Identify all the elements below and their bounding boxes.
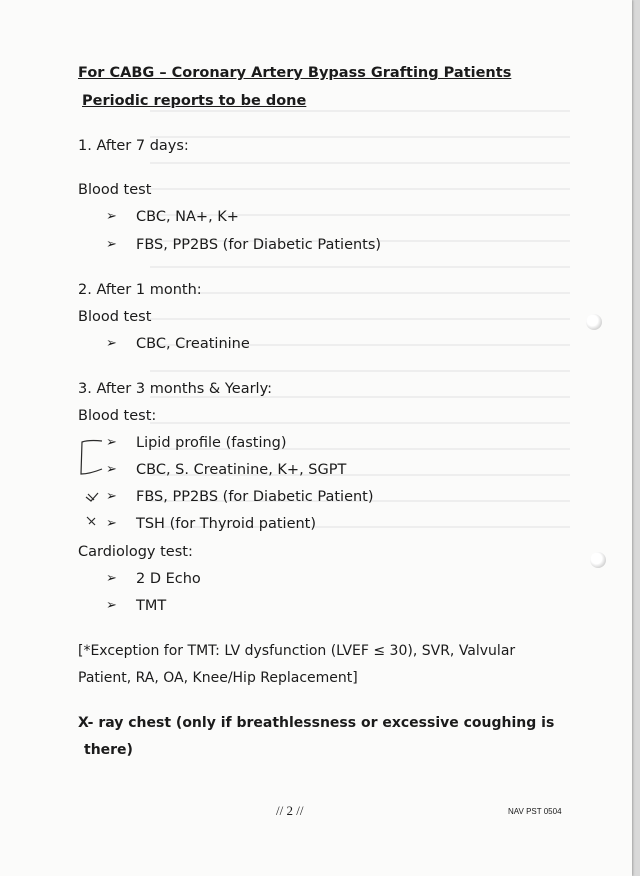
section-label: Blood test: [78,408,157,424]
arrow-bullet-icon: ➢ [106,598,117,613]
xray-note-line: there) [84,742,133,758]
arrow-bullet-icon: ➢ [106,462,117,477]
arrow-bullet-icon: ➢ [106,237,117,252]
section-heading: 1. After 7 days: [78,138,189,154]
list-item: FBS, PP2BS (for Diabetic Patients) [136,237,382,253]
handwritten-check-mark-icon [84,491,100,503]
exception-note-line: [*Exception for TMT: LV dysfunction (LVEF ≤ 30), SVR, Valvular [78,643,516,659]
list-item: TMT [136,598,167,614]
cardiology-label: Cardiology test: [78,544,193,560]
handwritten-bracket [76,436,106,480]
page-number: // 2 // [276,803,304,818]
list-item: FBS, PP2BS (for Diabetic Patient) [136,489,374,505]
document-subtitle: Periodic reports to be done [82,93,307,109]
arrow-bullet-icon: ➢ [106,336,117,351]
list-item: CBC, S. Creatinine, K+, SGPT [136,462,347,478]
exception-note-line: Patient, RA, OA, Knee/Hip Replacement] [78,670,358,686]
punch-hole [590,552,606,568]
arrow-bullet-icon: ➢ [106,571,117,586]
list-item: Lipid profile (fasting) [136,435,287,451]
arrow-bullet-icon: ➢ [106,435,117,450]
arrow-bullet-icon: ➢ [106,489,117,504]
section-label: Blood test [78,182,152,198]
arrow-bullet-icon: ➢ [106,209,117,224]
section-heading: 3. After 3 months & Yearly: [78,381,272,397]
arrow-bullet-icon: ➢ [106,516,117,531]
list-item: CBC, NA+, K+ [136,209,239,225]
list-item: 2 D Echo [136,571,201,587]
section-heading: 2. After 1 month: [78,282,202,298]
punch-hole [586,314,602,330]
handwritten-check-mark-icon [84,514,98,528]
section-label: Blood test [78,309,152,325]
list-item: TSH (for Thyroid patient) [136,516,317,532]
document-code: NAV PST 0504 [508,807,562,816]
xray-note-line: X- ray chest (only if breathlessness or excessive coughing is [78,715,555,731]
document-title: For CABG – Coronary Artery Bypass Grafting Patients [78,65,512,81]
list-item: CBC, Creatinine [136,336,250,352]
